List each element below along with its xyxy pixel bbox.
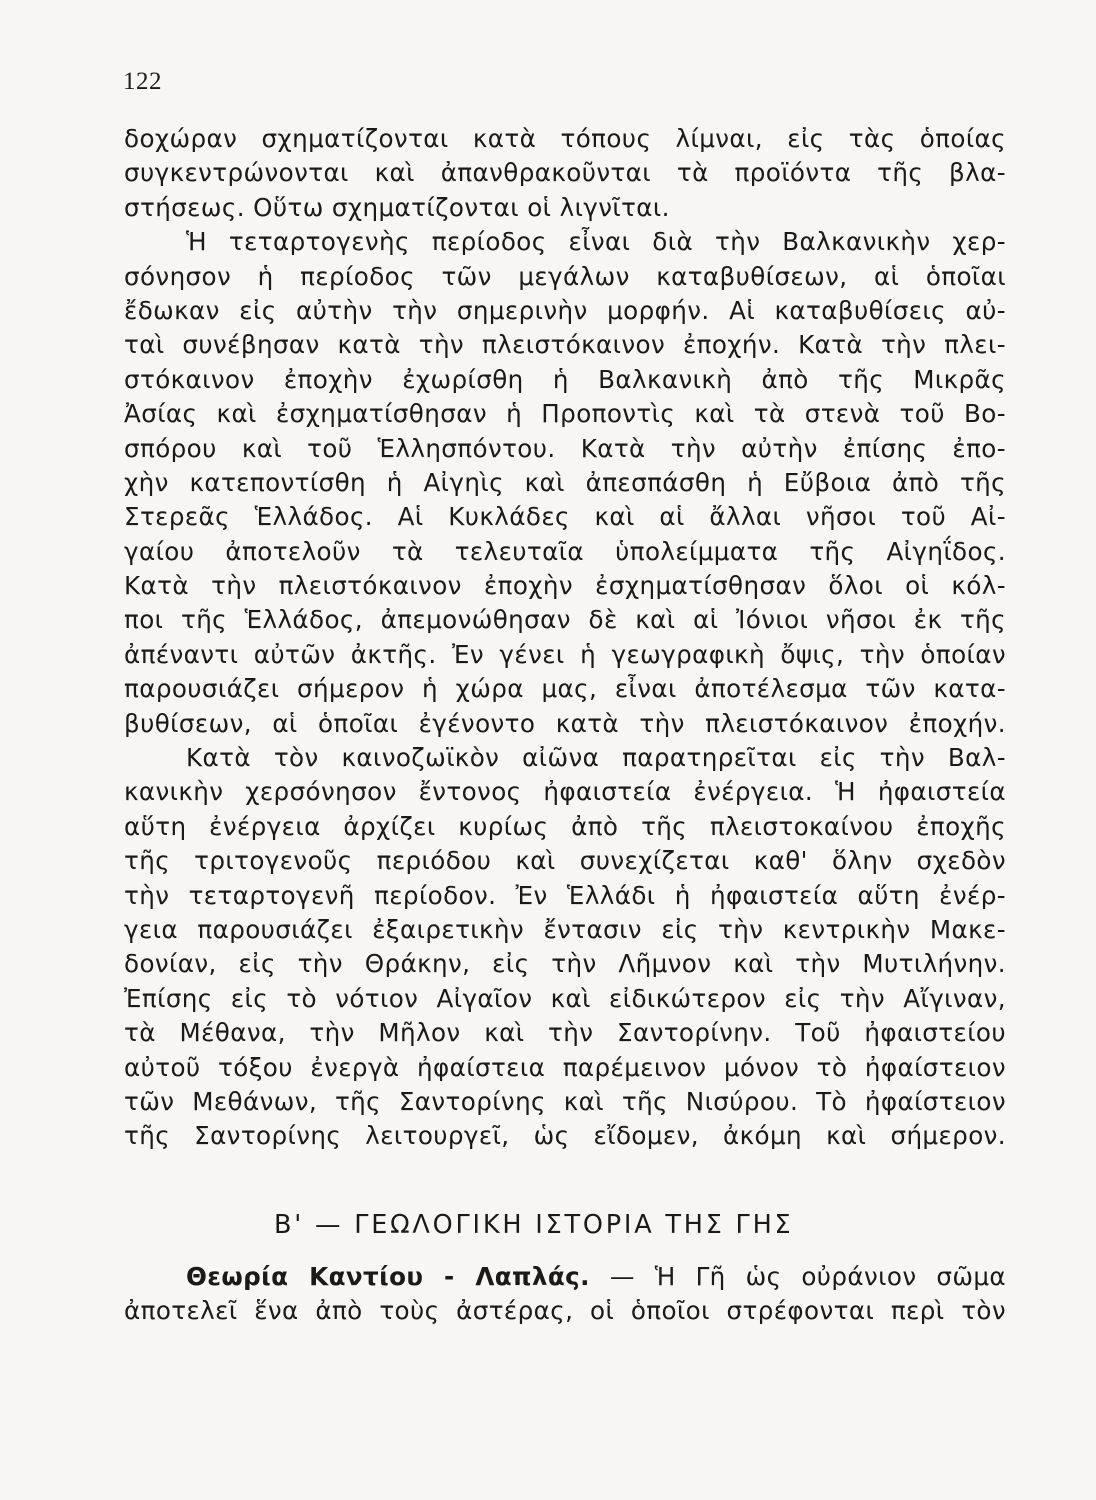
section-heading: Β' — ΓΕΩΛΟΓΙΚΗ ΙΣΤΟΡΙΑ ΤΗΣ ΓΗΣ [274, 1210, 794, 1240]
page-number: 122 [123, 68, 162, 95]
text-line: ἀπέναντι αὐτῶν ἀκτῆς. Ἐν γένει ἡ γεωγραφικὴ ὄψις, τὴν ὁποίαν [124, 639, 1006, 669]
text-line: γεια παρουσιάζει ἐξαιρετικὴν ἔντασιν εἰς τὴν κεντρικὴν Μακε- [124, 914, 1006, 944]
text-line: Ἐπίσης εἰς τὸ νότιον Αἰγαῖον καὶ εἰδικώτερον εἰς τὴν Αἴγιναν, [124, 983, 1006, 1013]
text-line: Κατὰ τὸν καινοζωϊκὸν αἰῶνα παρατηρεῖται εἰς τὴν Βαλ- [186, 743, 1006, 773]
text-line: στόκαινον ἐποχὴν ἐχωρίσθη ἡ Βαλκανικὴ ἀπὸ τῆς Μικρᾶς [124, 364, 1006, 394]
text-line: Κατὰ τὴν πλειστόκαινον ἐποχὴν ἐσχηματίσθησαν ὅλοι οἱ κόλ- [124, 571, 1006, 601]
text-line: σπόρου καὶ τοῦ Ἑλλησπόντου. Κατὰ τὴν αὐτὴν ἐπίσης ἐπο- [124, 433, 1006, 463]
section-body [124, 1260, 1006, 1329]
section-lead-line [124, 1260, 1006, 1294]
lead-line-rest: — Ἡ Γῆ ὡς οὐράνιον σῶμα [609, 1262, 1007, 1291]
text-line: συγκεντρώνονται καὶ ἀπανθρακοῦνται τὰ προϊόντα τῆς βλα- [124, 158, 1006, 188]
text-line: ποι τῆς Ἑλλάδος, ἀπεμονώθησαν δὲ καὶ αἱ Ἰόνιοι νῆσοι ἐκ τῆς [124, 605, 1006, 635]
text-line: τὰ Μέθανα, τὴν Μῆλον καὶ τὴν Σαντορίνην. Τοῦ ἠφαιστείου [124, 1018, 1006, 1048]
text-line: ἔδωκαν εἰς αὐτὴν τὴν σημερινὴν μορφήν. Αἱ καταβυθίσεις αὐ- [124, 295, 1006, 325]
text-line: τὴν τεταρτογενῆ περίοδον. Ἐν Ἑλλάδι ἡ ἠφαιστεία αὕτη ἐνέρ- [124, 880, 1006, 910]
text-line: σόνησον ἡ περίοδος τῶν μεγάλων καταβυθίσεων, αἱ ὁποῖαι [124, 261, 1006, 291]
text-line: Ἀσίας καὶ ἐσχηματίσθησαν ἡ Προποντὶς καὶ τὰ στενὰ τοῦ Βο- [124, 399, 1006, 429]
text-line: αὐτοῦ τόξου ἐνεργὰ ἠφαίστεια παρέμεινον μόνον τὸ ἠφαίστειον [124, 1052, 1006, 1082]
text-line: στήσεως. Οὕτω σχηματίζονται οἱ λιγνῖται. [124, 192, 670, 222]
text-line: αὕτη ἐνέργεια ἀρχίζει κυρίως ἀπὸ τῆς πλειστοκαίνου ἐποχῆς [124, 811, 1006, 841]
text-line: κανικὴν χερσόνησον ἔντονος ἠφαιστεία ἐνέργεια. Ἡ ἠφαιστεία [124, 777, 1006, 807]
text-line: χὴν κατεποντίσθη ἡ Αἰγηὶς καὶ ἀπεσπάσθη ἡ Εὔβοια ἀπὸ τῆς [124, 467, 1006, 497]
text-line: δονίαν, εἰς τὴν Θράκην, εἰς τὴν Λῆμνον καὶ τὴν Μυτιλήνην. [124, 949, 1006, 979]
body-text [124, 122, 1006, 1154]
text-line: Ἡ τεταρτογενὴς περίοδος εἶναι διὰ τὴν Βαλκανικὴν χερ- [186, 227, 1006, 257]
text-line: δοχώραν σχηματίζονται κατὰ τόπους λίμναι, εἰς τὰς ὁποίας [124, 124, 1006, 153]
text-line: ἀποτελεῖ ἕνα ἀπὸ τοὺς ἀστέρας, οἱ ὁποῖοι στρέφονται περὶ τὸν [124, 1296, 1006, 1326]
text-line: βυθίσεων, αἱ ὁποῖαι ἐγένοντο κατὰ τὴν πλειστόκαινον ἐποχήν. [124, 708, 1006, 738]
text-line: Στερεᾶς Ἑλλάδος. Αἱ Κυκλάδες καὶ αἱ ἄλλαι νῆσοι τοῦ Αἰ- [124, 502, 1006, 532]
text-line: παρουσιάζει σήμερον ἡ χώρα μας, εἶναι ἀποτέλεσμα τῶν κατα- [124, 674, 1006, 704]
theory-title: Θεωρία Καντίου - Λαπλάς. [186, 1262, 590, 1291]
text-line: ταὶ συνέβησαν κατὰ τὴν πλειστόκαινον ἐποχήν. Κατὰ τὴν πλει- [124, 330, 1006, 360]
text-line: τῆς Σαντορίνης λειτουργεῖ, ὡς εἴδομεν, ἀκόμη καὶ σήμερον. [124, 1121, 1006, 1151]
text-line: τῶν Μεθάνων, τῆς Σαντορίνης καὶ τῆς Νισύρου. Τὸ ἠφαίστειον [124, 1086, 1006, 1116]
text-line: τῆς τριτογενοῦς περιόδου καὶ συνεχίζεται καθ' ὅλην σχεδὸν [124, 846, 1006, 876]
text-line: γαίου ἀποτελοῦν τὰ τελευταῖα ὑπολείμματα τῆς Αἰγηΐδος. [124, 536, 1006, 566]
